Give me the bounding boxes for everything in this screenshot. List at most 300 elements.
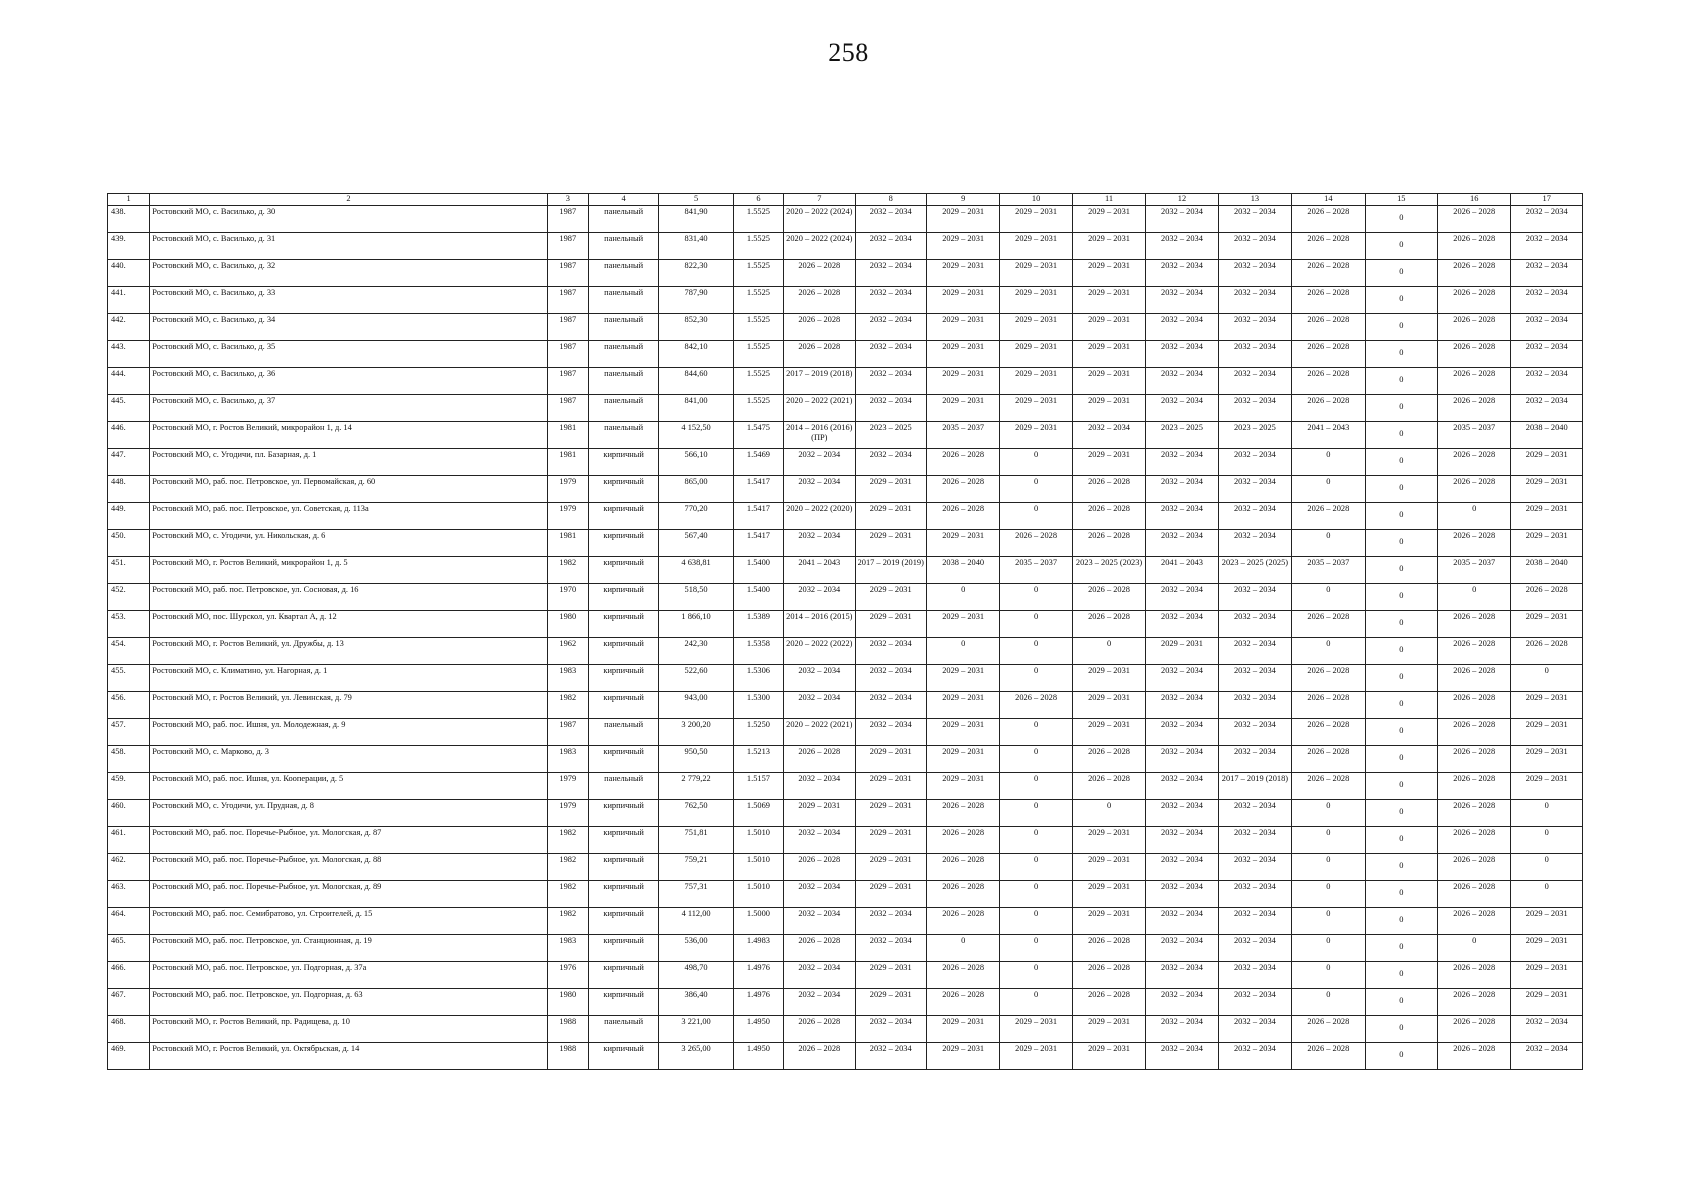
table-cell: 2032 – 2034 [784, 907, 855, 934]
table-cell: 0 [1000, 988, 1072, 1015]
table-cell: 1988 [547, 1015, 588, 1042]
table-cell: 2032 – 2034 [1218, 880, 1291, 907]
table-cell: 2026 – 2028 [1438, 367, 1511, 394]
table-cell: 2026 – 2028 [784, 1042, 855, 1069]
table-cell: 0 [1365, 448, 1437, 475]
address-cell: Ростовский МО, раб. пос. Петровское, ул. Первомайская, д. 60 [150, 475, 547, 502]
row-number: 448. [108, 475, 150, 502]
table-cell: 2026 – 2028 [1292, 367, 1365, 394]
table-cell: 759,21 [659, 853, 733, 880]
table-cell: 1.5358 [733, 637, 783, 664]
table-cell: 1983 [547, 664, 588, 691]
table-cell: 2035 – 2037 [1438, 556, 1511, 583]
table-row [108, 394, 1583, 421]
table-cell: 1979 [547, 799, 588, 826]
table-cell: 2020 – 2022 (2024) [784, 205, 855, 232]
table-cell: 2026 – 2028 [926, 961, 999, 988]
table-cell: 2017 – 2019 (2018) [1218, 772, 1291, 799]
table-cell: 2032 – 2034 [1146, 772, 1218, 799]
row-number: 447. [108, 448, 150, 475]
table-cell: 1987 [547, 340, 588, 367]
table-cell: 2032 – 2034 [1146, 718, 1218, 745]
table-cell: 2032 – 2034 [1218, 664, 1291, 691]
table-cell: 2026 – 2028 [784, 853, 855, 880]
table-cell: 1970 [547, 583, 588, 610]
table-cell: 2026 – 2028 [1292, 394, 1365, 421]
table-cell: 2041 – 2043 [1292, 421, 1365, 448]
table-cell: 2026 – 2028 [784, 1015, 855, 1042]
table-cell: 498,70 [659, 961, 733, 988]
table-cell: 2029 – 2031 [1072, 340, 1145, 367]
table-cell: 1987 [547, 718, 588, 745]
table-cell: 2029 – 2031 [1146, 637, 1218, 664]
table-cell: 2026 – 2028 [784, 313, 855, 340]
table-cell: 2032 – 2034 [1146, 853, 1218, 880]
table-cell: 2032 – 2034 [855, 691, 926, 718]
table-row [108, 880, 1583, 907]
column-header-11: 11 [1072, 194, 1145, 206]
table-row [108, 448, 1583, 475]
table-cell: 2032 – 2034 [1218, 340, 1291, 367]
table-cell: 2029 – 2031 [1072, 259, 1145, 286]
table-cell: 2026 – 2028 [926, 988, 999, 1015]
table-cell: 0 [1292, 961, 1365, 988]
table-cell: 0 [1365, 286, 1437, 313]
table-cell: 2029 – 2031 [926, 205, 999, 232]
table-cell: 0 [1000, 610, 1072, 637]
table-cell: 2032 – 2034 [784, 529, 855, 556]
table-cell: 2032 – 2034 [855, 1042, 926, 1069]
table-cell: 1982 [547, 691, 588, 718]
table-cell: 2026 – 2028 [1511, 583, 1583, 610]
table-cell: 2026 – 2028 [1438, 313, 1511, 340]
row-number: 464. [108, 907, 150, 934]
table-cell: 2032 – 2034 [855, 448, 926, 475]
table-cell: 1982 [547, 556, 588, 583]
table-cell: 2032 – 2034 [855, 718, 926, 745]
table-cell: 943,00 [659, 691, 733, 718]
address-cell: Ростовский МО, с. Угодичи, ул. Никольская, д. 6 [150, 529, 547, 556]
address-cell: Ростовский МО, раб. пос. Поречье-Рыбное, ул. Мологская, д. 88 [150, 853, 547, 880]
table-cell: панельный [588, 718, 658, 745]
table-cell: 2032 – 2034 [1218, 691, 1291, 718]
table-cell: 2029 – 2031 [1000, 340, 1072, 367]
column-header-8: 8 [855, 194, 926, 206]
table-row [108, 475, 1583, 502]
table-cell: 2029 – 2031 [1511, 448, 1583, 475]
table-cell: 1.5389 [733, 610, 783, 637]
table-cell: 2029 – 2031 [1000, 1015, 1072, 1042]
column-header-3: 3 [547, 194, 588, 206]
table-cell: 0 [1072, 799, 1145, 826]
table-cell: 1.5400 [733, 556, 783, 583]
table-cell: 2029 – 2031 [1000, 259, 1072, 286]
table-cell: 2032 – 2034 [1218, 205, 1291, 232]
table-cell: 2029 – 2031 [1511, 907, 1583, 934]
column-header-7: 7 [784, 194, 855, 206]
table-cell: 2029 – 2031 [1511, 988, 1583, 1015]
table-cell: 0 [1365, 502, 1437, 529]
address-cell: Ростовский МО, с. Василько, д. 34 [150, 313, 547, 340]
table-cell: панельный [588, 259, 658, 286]
table-cell: 2026 – 2028 [926, 502, 999, 529]
table-cell: 0 [1365, 718, 1437, 745]
table-cell: 1.5525 [733, 205, 783, 232]
table-cell: 841,00 [659, 394, 733, 421]
table-cell: 0 [1000, 475, 1072, 502]
table-cell: 2029 – 2031 [926, 610, 999, 637]
table-cell: 2032 – 2034 [1218, 961, 1291, 988]
table-cell: 2029 – 2031 [926, 691, 999, 718]
table-cell: 2032 – 2034 [855, 907, 926, 934]
table-cell: 386,40 [659, 988, 733, 1015]
table-cell: 2026 – 2028 [926, 907, 999, 934]
table-cell: 0 [926, 934, 999, 961]
table-cell: 0 [1000, 853, 1072, 880]
table-cell: 2032 – 2034 [784, 772, 855, 799]
table-row [108, 340, 1583, 367]
table-cell: 2029 – 2031 [1511, 610, 1583, 637]
table-cell: 2026 – 2028 [1072, 772, 1145, 799]
table-cell: 2026 – 2028 [1438, 394, 1511, 421]
table-cell: 2029 – 2031 [855, 529, 926, 556]
table-cell: 2026 – 2028 [1438, 664, 1511, 691]
table-cell: 1.5010 [733, 853, 783, 880]
row-number: 441. [108, 286, 150, 313]
table-row [108, 853, 1583, 880]
table-cell: 2026 – 2028 [1438, 340, 1511, 367]
row-number: 449. [108, 502, 150, 529]
table-cell: 2035 – 2037 [1438, 421, 1511, 448]
table-cell: 2029 – 2031 [1000, 394, 1072, 421]
table-row [108, 556, 1583, 583]
table-cell: 0 [1000, 718, 1072, 745]
table-cell: панельный [588, 394, 658, 421]
row-number: 445. [108, 394, 150, 421]
table-cell: 0 [1511, 880, 1583, 907]
row-number: 463. [108, 880, 150, 907]
table-cell: кирпичный [588, 556, 658, 583]
address-cell: Ростовский МО, с. Василько, д. 32 [150, 259, 547, 286]
address-cell: Ростовский МО, с. Угодичи, пл. Базарная, д. 1 [150, 448, 547, 475]
table-cell: 1.5525 [733, 367, 783, 394]
column-header-4: 4 [588, 194, 658, 206]
table-cell: 2026 – 2028 [1072, 610, 1145, 637]
table-cell: 2026 – 2028 [1438, 880, 1511, 907]
row-number: 468. [108, 1015, 150, 1042]
table-cell: 2032 – 2034 [1146, 799, 1218, 826]
row-number: 443. [108, 340, 150, 367]
row-number: 462. [108, 853, 150, 880]
table-row [108, 1015, 1583, 1042]
table-row [108, 367, 1583, 394]
table-cell: 2032 – 2034 [1146, 583, 1218, 610]
table-row [108, 232, 1583, 259]
table-cell: 522,60 [659, 664, 733, 691]
table-cell: кирпичный [588, 934, 658, 961]
table-cell: 0 [1511, 826, 1583, 853]
row-number: 452. [108, 583, 150, 610]
table-cell: 2029 – 2031 [1511, 745, 1583, 772]
table-cell: 2029 – 2031 [1072, 880, 1145, 907]
row-number: 460. [108, 799, 150, 826]
row-number: 467. [108, 988, 150, 1015]
table-cell: 2023 – 2025 [1146, 421, 1218, 448]
table-cell: 2029 – 2031 [1072, 718, 1145, 745]
table-cell: 0 [1511, 664, 1583, 691]
table-cell: 2026 – 2028 [1438, 691, 1511, 718]
table-cell: 1.5157 [733, 772, 783, 799]
row-number: 458. [108, 745, 150, 772]
table-cell: 2032 – 2034 [1511, 394, 1583, 421]
table-cell: 4 638,81 [659, 556, 733, 583]
table-cell: 0 [1292, 907, 1365, 934]
table-cell: 0 [1365, 475, 1437, 502]
table-cell: 2026 – 2028 [1292, 1042, 1365, 1069]
table-cell: 2026 – 2028 [1292, 502, 1365, 529]
table-cell: 1.5525 [733, 394, 783, 421]
table-cell: 0 [1292, 448, 1365, 475]
address-cell: Ростовский МО, г. Ростов Великий, микрорайон 1, д. 14 [150, 421, 547, 448]
table-cell: кирпичный [588, 907, 658, 934]
table-cell: 2020 – 2022 (2024) [784, 232, 855, 259]
table-cell: 2032 – 2034 [1218, 1015, 1291, 1042]
table-cell: 2029 – 2031 [926, 394, 999, 421]
table-cell: 1982 [547, 853, 588, 880]
row-number: 444. [108, 367, 150, 394]
table-cell: 2020 – 2022 (2021) [784, 718, 855, 745]
table-cell: 2026 – 2028 [1511, 637, 1583, 664]
table-cell: 2029 – 2031 [926, 772, 999, 799]
row-number: 451. [108, 556, 150, 583]
table-cell: панельный [588, 232, 658, 259]
table-cell: 2017 – 2019 (2019) [855, 556, 926, 583]
table-cell: 2029 – 2031 [1000, 367, 1072, 394]
address-cell: Ростовский МО, с. Василько, д. 36 [150, 367, 547, 394]
table-cell: 1.5475 [733, 421, 783, 448]
table-cell: 2032 – 2034 [1511, 259, 1583, 286]
table-cell: 2032 – 2034 [1218, 448, 1291, 475]
table-cell: 1.4950 [733, 1015, 783, 1042]
row-number: 438. [108, 205, 150, 232]
table-cell: 2029 – 2031 [1072, 1015, 1145, 1042]
table-cell: 1982 [547, 880, 588, 907]
housing-registry-table [107, 193, 1583, 1070]
table-cell: 2020 – 2022 (2020) [784, 502, 855, 529]
table-cell: 2032 – 2034 [1218, 853, 1291, 880]
table-cell: 2032 – 2034 [855, 313, 926, 340]
row-number: 465. [108, 934, 150, 961]
table-row [108, 907, 1583, 934]
table-row [108, 988, 1583, 1015]
table-cell: 2032 – 2034 [855, 340, 926, 367]
table-cell: 2026 – 2028 [1438, 772, 1511, 799]
table-cell: 0 [1000, 772, 1072, 799]
table-cell: 1981 [547, 421, 588, 448]
table-row [108, 772, 1583, 799]
table-cell: 0 [1365, 340, 1437, 367]
table-cell: 0 [1438, 502, 1511, 529]
table-cell: 2026 – 2028 [1072, 961, 1145, 988]
table-cell: 2023 – 2025 (2023) [1072, 556, 1145, 583]
column-header-6: 6 [733, 194, 783, 206]
table-cell: 242,30 [659, 637, 733, 664]
table-cell: 2029 – 2031 [1072, 664, 1145, 691]
table-cell: кирпичный [588, 475, 658, 502]
address-cell: Ростовский МО, раб. пос. Петровское, ул. Сосновая, д. 16 [150, 583, 547, 610]
table-cell: 2032 – 2034 [1146, 502, 1218, 529]
table-cell: 1.5250 [733, 718, 783, 745]
table-cell: 2023 – 2025 [1218, 421, 1291, 448]
table-cell: 2032 – 2034 [855, 232, 926, 259]
table-cell: 2026 – 2028 [1438, 475, 1511, 502]
address-cell: Ростовский МО, раб. пос. Петровское, ул. Подгорная, д. 63 [150, 988, 547, 1015]
table-cell: 2026 – 2028 [1292, 691, 1365, 718]
address-cell: Ростовский МО, раб. пос. Петровское, ул. Станционная, д. 19 [150, 934, 547, 961]
column-header-17: 17 [1511, 194, 1583, 206]
table-cell: 0 [1365, 421, 1437, 448]
table-cell: 2032 – 2034 [784, 880, 855, 907]
table-cell: 0 [1000, 826, 1072, 853]
table-cell: кирпичный [588, 637, 658, 664]
table-cell: 2026 – 2028 [1072, 583, 1145, 610]
table-cell: 2029 – 2031 [1072, 313, 1145, 340]
table-cell: 2026 – 2028 [1438, 961, 1511, 988]
table-cell: 1962 [547, 637, 588, 664]
table-cell: 2029 – 2031 [855, 853, 926, 880]
table-cell: 2 779,22 [659, 772, 733, 799]
table-cell: 2032 – 2034 [1146, 691, 1218, 718]
table-cell: 2029 – 2031 [855, 826, 926, 853]
table-cell: 2032 – 2034 [784, 583, 855, 610]
table-cell: 2029 – 2031 [1072, 1042, 1145, 1069]
table-cell: 2026 – 2028 [1438, 286, 1511, 313]
table-cell: 2032 – 2034 [1146, 907, 1218, 934]
table-cell: панельный [588, 205, 658, 232]
table-cell: панельный [588, 1015, 658, 1042]
table-cell: 3 265,00 [659, 1042, 733, 1069]
table-cell: 2026 – 2028 [926, 853, 999, 880]
column-header-15: 15 [1365, 194, 1437, 206]
table-cell: 4 112,00 [659, 907, 733, 934]
table-cell: 2032 – 2034 [1146, 475, 1218, 502]
table-cell: 2032 – 2034 [784, 691, 855, 718]
table-cell: 2041 – 2043 [784, 556, 855, 583]
address-cell: Ростовский МО, раб. пос. Петровское, ул. Подгорная, д. 37а [150, 961, 547, 988]
table-cell: 0 [1511, 853, 1583, 880]
column-header-2: 2 [150, 194, 547, 206]
table-cell: 0 [1365, 826, 1437, 853]
table-cell: 3 200,20 [659, 718, 733, 745]
table-row [108, 259, 1583, 286]
table-cell: 0 [1365, 664, 1437, 691]
table-cell: 1.5525 [733, 232, 783, 259]
table-cell: 2026 – 2028 [1438, 718, 1511, 745]
table-cell: 0 [1365, 313, 1437, 340]
table-cell: 2032 – 2034 [1218, 259, 1291, 286]
column-header-9: 9 [926, 194, 999, 206]
table-cell: кирпичный [588, 610, 658, 637]
table-cell: 2032 – 2034 [1146, 394, 1218, 421]
address-cell: Ростовский МО, раб. пос. Петровское, ул. Советская, д. 113а [150, 502, 547, 529]
table-cell: 0 [1365, 610, 1437, 637]
table-cell: 2026 – 2028 [926, 799, 999, 826]
table-cell: 2032 – 2034 [1146, 340, 1218, 367]
table-cell: 0 [1292, 826, 1365, 853]
table-row [108, 637, 1583, 664]
table-cell: 1982 [547, 907, 588, 934]
table-cell: 0 [1365, 394, 1437, 421]
table-cell: 0 [1365, 232, 1437, 259]
table-cell: 2032 – 2034 [1218, 529, 1291, 556]
table-cell: 1.4983 [733, 934, 783, 961]
table-cell: 2026 – 2028 [784, 745, 855, 772]
table-row [108, 313, 1583, 340]
table-cell: 2029 – 2031 [1072, 853, 1145, 880]
table-cell: 2032 – 2034 [784, 475, 855, 502]
table-cell: 1 866,10 [659, 610, 733, 637]
address-cell: Ростовский МО, с. Марково, д. 3 [150, 745, 547, 772]
table-cell: 2029 – 2031 [1511, 691, 1583, 718]
row-number: 469. [108, 1042, 150, 1069]
table-cell: 2032 – 2034 [1146, 610, 1218, 637]
table-cell: 1.5213 [733, 745, 783, 772]
table-cell: 2026 – 2028 [1438, 1015, 1511, 1042]
table-cell: 0 [1438, 934, 1511, 961]
table-cell: 2032 – 2034 [1146, 313, 1218, 340]
table-cell: 2032 – 2034 [784, 826, 855, 853]
table-cell: 2029 – 2031 [784, 799, 855, 826]
table-cell: 2029 – 2031 [1511, 961, 1583, 988]
table-cell: 2026 – 2028 [1438, 610, 1511, 637]
table-cell: 1.5306 [733, 664, 783, 691]
table-cell: 0 [1438, 583, 1511, 610]
row-number: 455. [108, 664, 150, 691]
table-cell: 2032 – 2034 [1218, 745, 1291, 772]
table-cell: 567,40 [659, 529, 733, 556]
table-cell: 2029 – 2031 [1511, 718, 1583, 745]
table-cell: 1.5010 [733, 826, 783, 853]
table-row [108, 664, 1583, 691]
table-cell: 2026 – 2028 [1072, 934, 1145, 961]
address-cell: Ростовский МО, г. Ростов Великий, микрорайон 1, д. 5 [150, 556, 547, 583]
table-cell: 2026 – 2028 [1072, 502, 1145, 529]
table-cell: 2032 – 2034 [784, 988, 855, 1015]
table-cell: 1.4976 [733, 961, 783, 988]
table-cell: 0 [1292, 583, 1365, 610]
table-cell: 2032 – 2034 [1146, 232, 1218, 259]
table-cell: 2029 – 2031 [1000, 421, 1072, 448]
table-cell: 1982 [547, 826, 588, 853]
table-row [108, 529, 1583, 556]
table-cell: 2026 – 2028 [926, 880, 999, 907]
table-cell: панельный [588, 313, 658, 340]
table-cell: 2032 – 2034 [1218, 934, 1291, 961]
table-cell: 2032 – 2034 [1218, 610, 1291, 637]
table-cell: 2026 – 2028 [784, 259, 855, 286]
table-cell: 2032 – 2034 [1218, 826, 1291, 853]
table-cell: 2029 – 2031 [855, 745, 926, 772]
table-cell: 1983 [547, 745, 588, 772]
address-cell: Ростовский МО, с. Василько, д. 31 [150, 232, 547, 259]
table-cell: 2032 – 2034 [855, 259, 926, 286]
table-cell: 2026 – 2028 [1438, 745, 1511, 772]
table-cell: 2029 – 2031 [855, 475, 926, 502]
table-cell: 2032 – 2034 [1218, 718, 1291, 745]
table-cell: панельный [588, 340, 658, 367]
table-cell: 2014 – 2016 (2015) [784, 610, 855, 637]
table-cell: 2026 – 2028 [1438, 259, 1511, 286]
